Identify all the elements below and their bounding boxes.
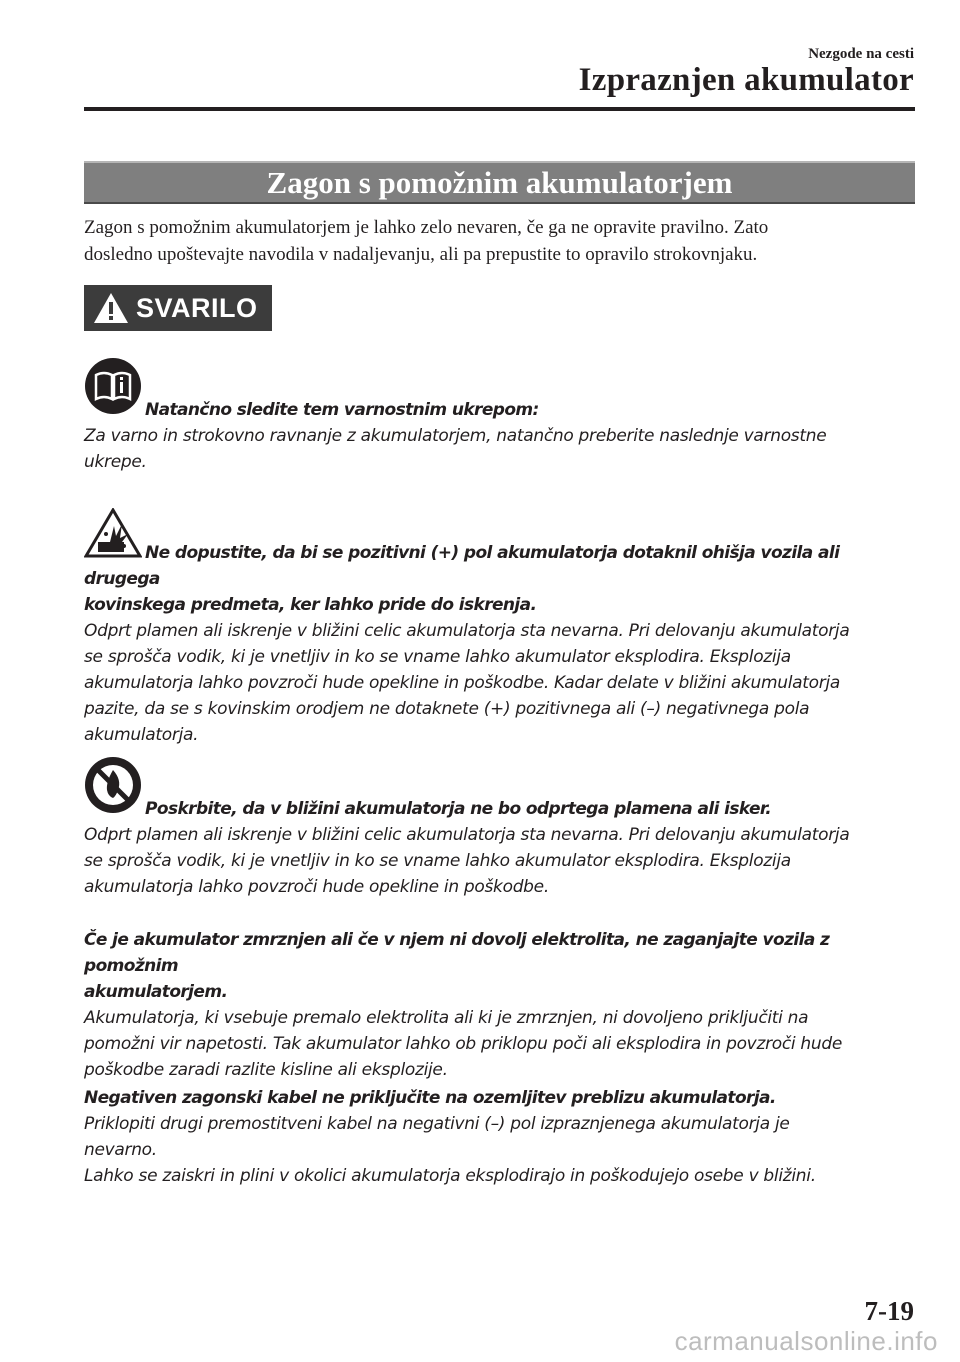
block-text-line: akumulatorja. (84, 725, 199, 745)
section-intro (84, 214, 920, 268)
block-text-line: pomožni vir napetosti. Tak akumulator lahko ob priklopu poči ali eksplodira in povzroči hude (84, 1034, 843, 1054)
page-title: Izpraznjen akumulator (578, 62, 914, 98)
block-heading: kovinskega predmeta, ker lahko pride do iskrenja. (84, 595, 537, 615)
intro-line: dosledno upoštevajte navodila v nadaljevanju, ali pa prepustite to opravilo strokovnjaku. (84, 244, 758, 265)
safety-block-ground (84, 1085, 920, 1189)
block-text-line: pazite, da se s kovinskim orodjem ne dotaknete (+) pozitivnega ali (–) negativnega pola (84, 699, 810, 719)
block-text-line: Odprt plamen ali iskrenje v bližini celic akumulatorja sta nevarna. Pri delovanju akumulatorja (84, 825, 850, 845)
block-heading: Poskrbite, da v bližini akumulatorja ne bo odprtega plamena ali isker. (145, 799, 772, 819)
safety-block-explosion (84, 508, 920, 748)
no-open-flame-icon (84, 756, 142, 822)
chapter-label: Nezgode na cesti (808, 46, 914, 62)
block-heading: Natančno sledite tem varnostnim ukrepom: (145, 400, 539, 420)
block-heading: Negativen zagonski kabel ne priključite na ozemljitev preblizu akumulatorja. (84, 1088, 776, 1108)
site-watermark: carmanualsonline.info (674, 1326, 938, 1356)
block-text-line: Akumulatorja, ki vsebuje premalo elektrolita ali ki je zmrznjen, ni dovoljeno priključiti na (84, 1008, 809, 1028)
block-text-line: se sprošča vodik, ki je vnetljiv in ko se vname lahko akumulator eksplodira. Eksplozija (84, 851, 791, 871)
explosion-warning-icon (84, 508, 142, 566)
intro-line: Zagon s pomožnim akumulatorjem je lahko zelo nevaren, če ga ne opravite pravilno. Zato (84, 217, 769, 238)
page-number: 7-19 (864, 1296, 914, 1326)
manual-book-icon (84, 357, 142, 423)
block-text-line: nevarno. (84, 1140, 157, 1160)
warning-badge (84, 285, 272, 331)
block-text-line: Odprt plamen ali iskrenje v bližini celic akumulatorja sta nevarna. Pri delovanju akumulatorja (84, 621, 850, 641)
block-text-line: se sprošča vodik, ki je vnetljiv in ko se vname lahko akumulator eksplodira. Eksplozija (84, 647, 791, 667)
block-text-line: Lahko se zaiskri in plini v okolici akumulatorja eksplodirajo in poškodujejo osebe v bližini. (84, 1166, 816, 1186)
safety-block-frozen (84, 927, 920, 1083)
block-heading: Če je akumulator zmrznjen ali če v njem ni dovolj elektrolita, ne zaganjajte vozila z pomožnim (84, 930, 830, 976)
block-text-line: ukrepe. (84, 452, 147, 472)
block-heading: Ne dopustite, da bi se pozitivni (+) pol akumulatorja dotaknil ohišja vozila ali drugega (84, 543, 840, 589)
header-divider (84, 107, 915, 111)
warning-label: SVARILO (136, 292, 258, 323)
safety-block-manual (84, 357, 920, 475)
block-heading: akumulatorjem. (84, 982, 228, 1002)
block-text-line: Priklopiti drugi premostitveni kabel na negativni (–) pol izpraznjenega akumulatorja je (84, 1114, 790, 1134)
block-text-line: poškodbe zaradi razlite kisline ali eksplozije. (84, 1060, 448, 1080)
section-title: Zagon s pomožnim akumulatorjem (84, 161, 915, 204)
warning-triangle-icon (92, 291, 130, 325)
safety-block-flame (84, 756, 920, 900)
block-text-line: Za varno in strokovno ravnanje z akumulatorjem, natančno preberite naslednje varnostne (84, 426, 827, 446)
block-text-line: akumulatorja lahko povzroči hude opekline in poškodbe. (84, 877, 549, 897)
block-text-line: akumulatorja lahko povzroči hude opekline in poškodbe. Kadar delate v bližini akumulatorja (84, 673, 840, 693)
